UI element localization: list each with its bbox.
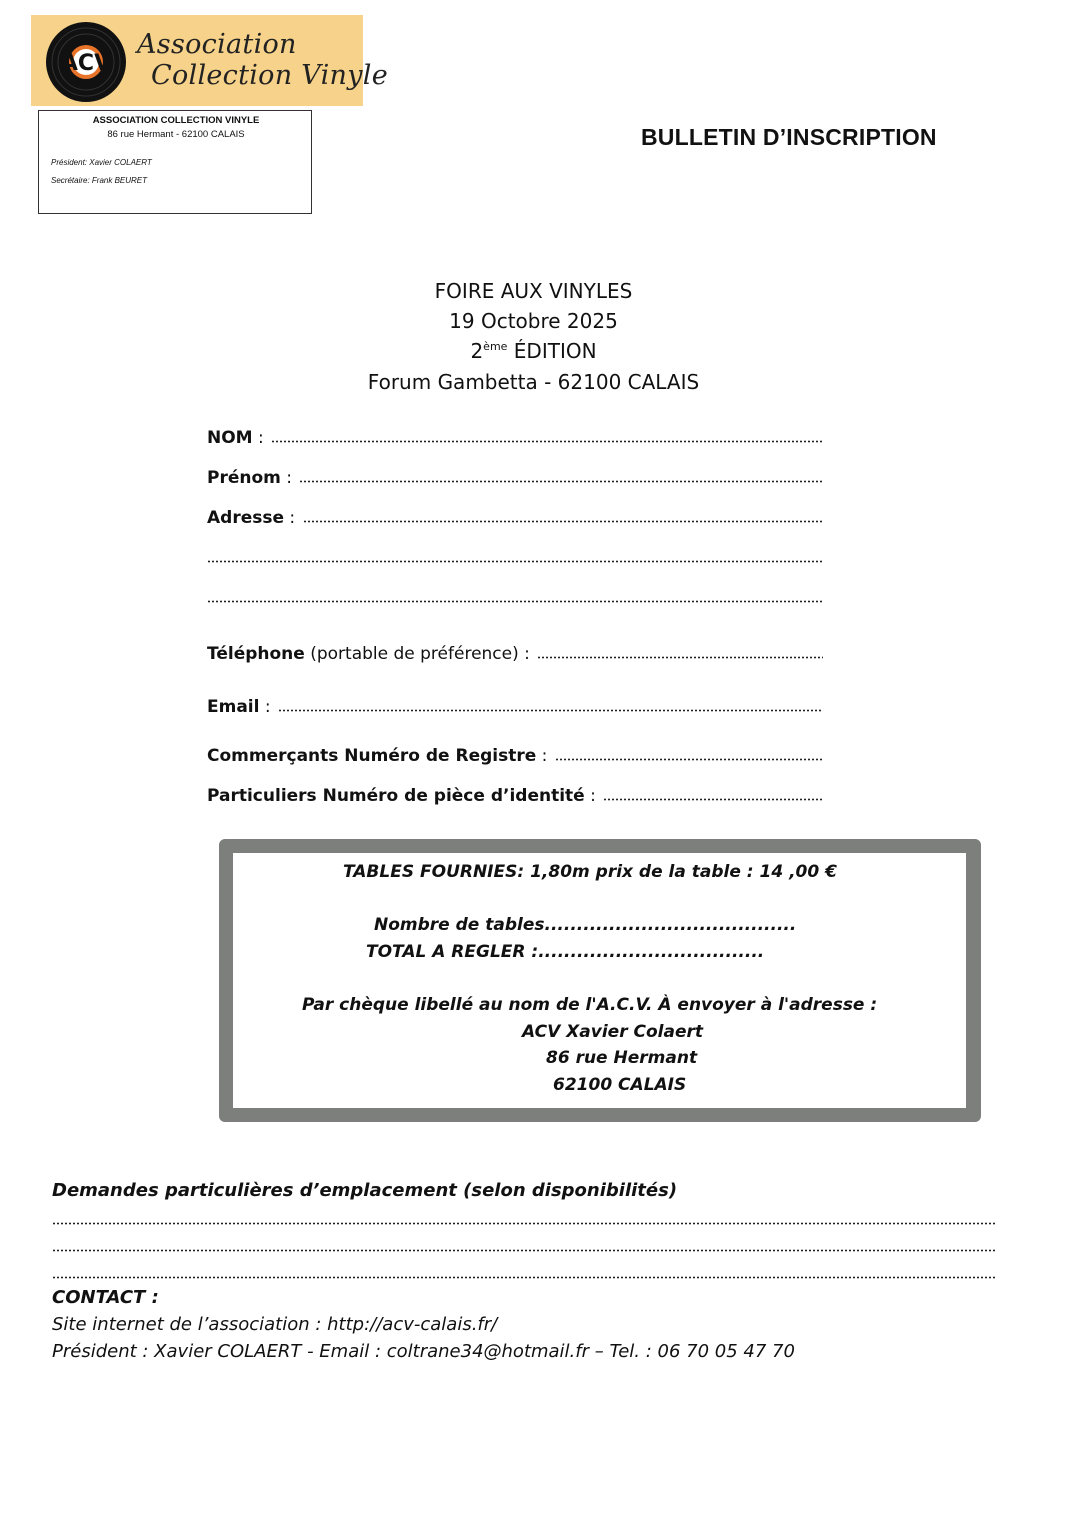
page-title: BULLETIN D’INSCRIPTION — [641, 124, 937, 150]
payment-address-line3: 62100 CALAIS — [553, 1075, 687, 1095]
logo-badge-text: ACV — [60, 51, 112, 76]
prenom-field[interactable]: Prénom : — [207, 464, 823, 488]
registre-dotted-line[interactable] — [555, 758, 823, 761]
association-secretary: Secrétaire: Frank BEURET — [51, 176, 148, 185]
event-edition — [0, 339, 1067, 363]
email-field[interactable]: Email : — [207, 693, 823, 717]
contact-president: Président : Xavier COLAERT - Email : coltrane34@hotmail.fr – Tel. : 06 70 05 47 70 — [52, 1341, 795, 1362]
pricing-box — [233, 853, 966, 1108]
prenom-label: Prénom — [207, 468, 281, 488]
event-venue: Forum Gambetta - 62100 CALAIS — [367, 370, 700, 394]
association-address-box — [38, 110, 312, 214]
payment-address-line2: 86 rue Hermant — [546, 1048, 698, 1068]
telephone-dotted-line[interactable] — [537, 656, 823, 659]
telephone-hint: (portable de préférence) — [304, 644, 519, 664]
payment-instructions: Par chèque libellé au nom de l'A.C.V. À envoyer à l'adresse : — [302, 995, 878, 1015]
identite-field[interactable]: Particuliers Numéro de pièce d’identité : — [207, 782, 823, 806]
requests-dotted-line-2[interactable] — [52, 1249, 996, 1252]
vinyl-record-icon — [45, 21, 127, 103]
contact-website[interactable]: Site internet de l’association : http://acv-calais.fr/ — [52, 1314, 498, 1335]
tables-price-line: TABLES FOURNIES: 1,80m prix de la table : 14 ,00 € — [343, 862, 837, 882]
identite-label: Particuliers Numéro de pièce d’identité — [207, 786, 585, 806]
adresse-field[interactable]: Adresse : — [207, 504, 823, 528]
registre-field[interactable]: Commerçants Numéro de Registre : — [207, 742, 823, 766]
telephone-label: Téléphone — [207, 644, 305, 664]
adresse-dotted-line-2[interactable] — [207, 560, 823, 563]
email-label: Email — [207, 697, 260, 717]
payment-address-line1: ACV Xavier Colaert — [522, 1022, 703, 1042]
adresse-line-3[interactable] — [207, 584, 823, 608]
edition-word: ÉDITION — [513, 339, 597, 363]
association-logo — [31, 15, 389, 106]
edition-suffix: ème — [483, 340, 508, 353]
adresse-dotted-line[interactable] — [303, 520, 823, 523]
registre-label: Commerçants Numéro de Registre — [207, 746, 537, 766]
association-address: 86 rue Hermant - 62100 CALAIS — [107, 129, 245, 140]
nom-dotted-line[interactable] — [271, 440, 823, 443]
logo-line2: Collection Vinyle — [151, 60, 389, 91]
total-line[interactable]: TOTAL A REGLER :................................... — [366, 942, 765, 962]
requests-dotted-line-3[interactable] — [52, 1276, 996, 1279]
adresse-dotted-line-3[interactable] — [207, 600, 823, 603]
prenom-dotted-line[interactable] — [299, 480, 823, 483]
requests-dotted-line-1[interactable] — [52, 1222, 996, 1225]
email-dotted-line[interactable] — [278, 709, 823, 712]
nom-field[interactable]: NOM : — [207, 424, 823, 448]
requests-label: Demandes particulières d’emplacement (selon disponibilités) — [52, 1180, 678, 1201]
telephone-field[interactable]: Téléphone (portable de préférence) : — [207, 640, 823, 664]
edition-number: 2 — [470, 339, 484, 363]
association-name: ASSOCIATION COLLECTION VINYLE — [92, 115, 260, 126]
adresse-label: Adresse — [207, 508, 285, 528]
nom-label: NOM — [207, 428, 253, 448]
event-date: 19 Octobre 2025 — [449, 309, 618, 333]
event-name: FOIRE AUX VINYLES — [434, 279, 633, 303]
contact-label: CONTACT : — [52, 1287, 159, 1308]
nombre-tables-line[interactable]: Nombre de tables....................................... — [374, 915, 797, 935]
adresse-line-2[interactable] — [207, 544, 823, 568]
identite-dotted-line[interactable] — [603, 798, 823, 801]
logo-line1: Association — [137, 29, 297, 60]
association-president: Président: Xavier COLAERT — [51, 158, 152, 167]
